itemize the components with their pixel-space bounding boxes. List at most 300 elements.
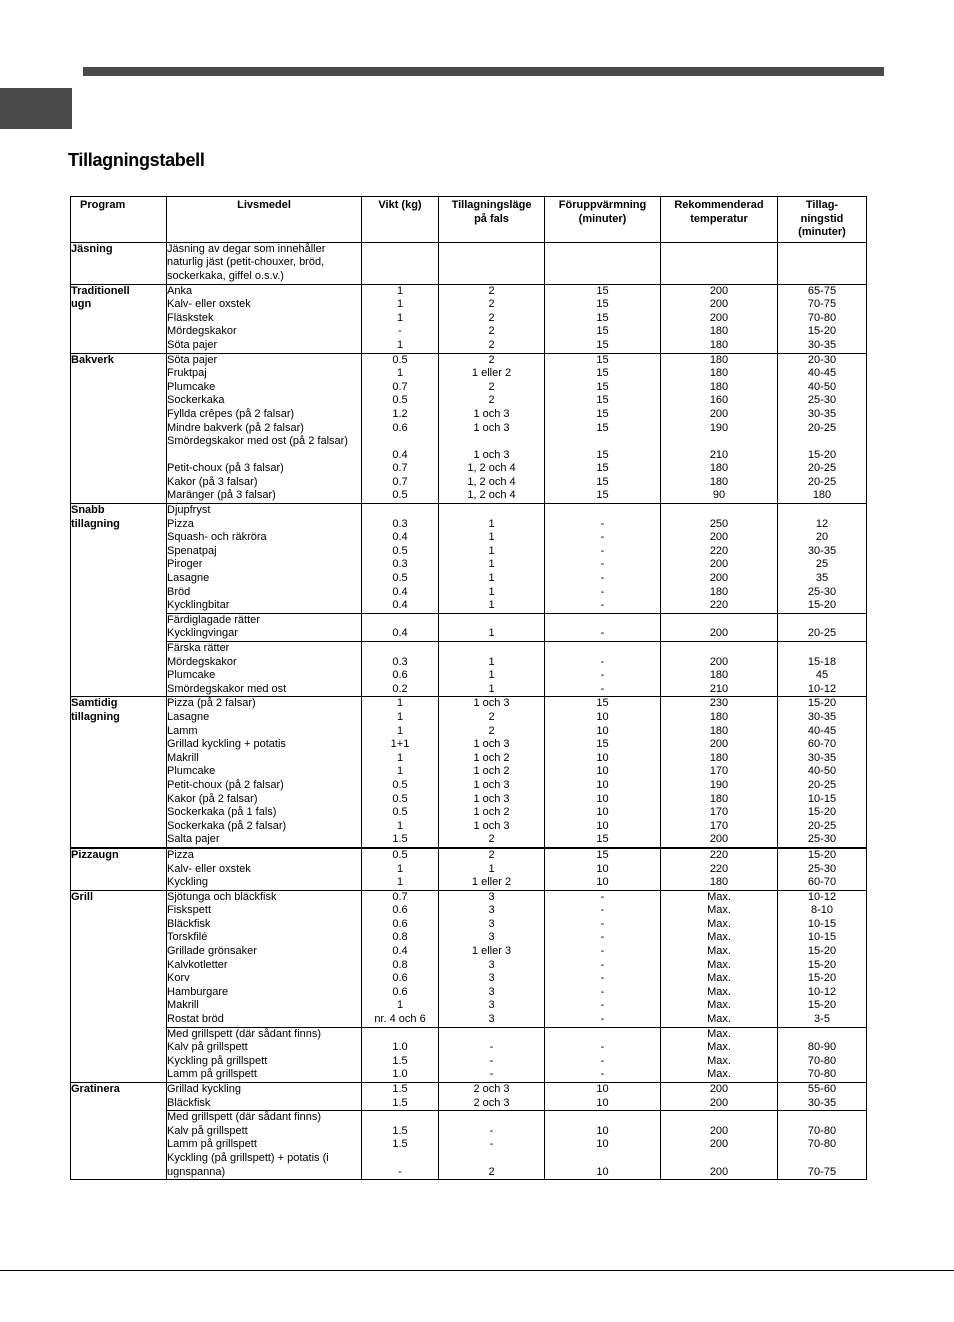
cell-text: - — [600, 627, 605, 640]
cell-text: Max. — [707, 958, 731, 971]
weight-cell — [362, 1083, 439, 1111]
cell-text: 65-75 — [807, 284, 837, 297]
preheat-cell — [545, 697, 661, 848]
cell-text: 0.5 — [392, 848, 408, 861]
cell-text: 55-60 — [807, 1083, 837, 1096]
cell-text: 170 — [709, 819, 729, 832]
cell-text: 3 — [488, 917, 495, 930]
preheat-cell — [545, 890, 661, 1027]
cell-text: 60-70 — [807, 876, 837, 889]
cell-text: 0.7 — [392, 475, 408, 488]
cell-text: Färdiglagade rätter — [167, 613, 260, 626]
cell-text: 40-45 — [807, 724, 837, 737]
cell-text — [778, 614, 866, 628]
cell-text: 1.5 — [392, 1138, 408, 1151]
cell-text: 15 — [596, 421, 609, 434]
cell-text: 0.5 — [392, 394, 408, 407]
cell-text: 20-25 — [807, 462, 837, 475]
cell-text: Squash- och räkröra — [167, 531, 267, 544]
shelf-cell — [439, 697, 545, 848]
program-gratinera: Gratinera — [71, 1083, 167, 1180]
cell-text: 200 — [709, 1124, 729, 1137]
cell-text: Kakor (på 2 falsar) — [167, 792, 258, 805]
cell-text: 0.6 — [392, 421, 408, 434]
cell-text: 2 — [488, 1165, 495, 1178]
time-cell — [778, 353, 867, 504]
cell-text: 180 — [709, 669, 729, 682]
temp-cell — [661, 284, 778, 353]
cell-text: Fyllda crêpes (på 2 falsar) — [167, 407, 295, 420]
cell-text: 15 — [596, 475, 609, 488]
cell-text: 1 — [488, 655, 495, 668]
cell-text: 2 — [488, 380, 495, 393]
cell-text: 200 — [709, 298, 729, 311]
cell-text: Kyckling på grillspett — [167, 1054, 268, 1067]
cell-text: Petit-choux (på 3 falsar) — [167, 462, 284, 475]
cell-text — [545, 642, 660, 656]
table-row — [71, 504, 867, 614]
shelf-cell — [439, 1111, 545, 1180]
cell-text: Pizza (på 2 falsar) — [167, 697, 256, 710]
cell-text: 1 — [396, 876, 404, 889]
cell-text: - — [600, 1054, 605, 1067]
cell-text: 40-50 — [807, 380, 837, 393]
cell-text — [778, 243, 866, 284]
food-cell — [167, 242, 362, 284]
cell-text: 0.4 — [392, 585, 408, 598]
cell-text: 15 — [596, 380, 609, 393]
cell-text: 0.5 — [392, 572, 408, 585]
shelf-cell — [439, 242, 545, 284]
cell-text: - — [600, 972, 605, 985]
cell-text: 0.5 — [392, 353, 408, 366]
shelf-cell — [439, 848, 545, 890]
cell-text: Petit-choux (på 2 falsar) — [167, 778, 284, 791]
cell-text: 3 — [488, 931, 495, 944]
cell-text — [545, 504, 660, 518]
food-cell — [167, 848, 362, 890]
cell-text: 15 — [596, 325, 609, 338]
cell-text: 180 — [709, 751, 729, 764]
shelf-cell — [439, 642, 545, 697]
cell-text: 20-30 — [807, 353, 837, 366]
cell-text: Makrill — [167, 999, 199, 1012]
cell-text: - — [600, 904, 605, 917]
cell-text: 1, 2 och 4 — [467, 475, 516, 488]
cell-text: 0.6 — [392, 669, 408, 682]
cell-text: 1 — [396, 697, 404, 710]
food-cell — [167, 284, 362, 353]
cell-text — [439, 1152, 544, 1166]
cell-text: 8-10 — [810, 904, 834, 917]
cell-text: - — [600, 682, 605, 695]
cell-text: 15-20 — [807, 806, 837, 819]
cell-text: 15 — [596, 284, 609, 297]
cell-text: 15-20 — [807, 945, 837, 958]
cell-text: Lasagne — [167, 710, 210, 723]
weight-cell — [362, 613, 439, 641]
cell-text — [778, 435, 866, 449]
shelf-cell — [439, 1083, 545, 1111]
cell-text: Kakor (på 3 falsar) — [167, 475, 258, 488]
cell-text: 1 — [488, 517, 495, 530]
cell-text: Max. — [707, 1013, 731, 1026]
cell-text: 25-30 — [807, 862, 837, 875]
cell-text: Med grillspett (där sådant finns) — [167, 1027, 322, 1040]
cell-text — [545, 243, 660, 284]
cell-text: Smördegskakor med ost — [167, 682, 287, 695]
cell-text: 180 — [709, 353, 729, 366]
cell-text: 200 — [709, 284, 729, 297]
cell-text: 0.2 — [392, 682, 408, 695]
cell-text: 200 — [709, 833, 729, 846]
cell-text: 15-20 — [807, 972, 837, 985]
cell-text: 0.4 — [392, 531, 408, 544]
cell-text: 0.4 — [392, 448, 408, 461]
cell-text: 45 — [815, 669, 829, 682]
cell-text: 2 — [488, 311, 495, 324]
time-cell — [778, 642, 867, 697]
cell-text: Kycklingbitar — [167, 599, 230, 612]
cell-text: 10 — [596, 1165, 609, 1178]
cell-text: 20-25 — [807, 627, 837, 640]
cell-text: 180 — [709, 710, 729, 723]
cell-text: 25-30 — [807, 833, 837, 846]
cell-text: 1 — [396, 338, 404, 351]
cell-text: 170 — [709, 806, 729, 819]
cell-text: 10 — [596, 1124, 609, 1137]
preheat-cell — [545, 848, 661, 890]
program-samtidig-tillagning: Samtidig tillagning — [71, 697, 167, 848]
cell-text: Plumcake — [167, 669, 216, 682]
cell-text: - — [600, 669, 605, 682]
cell-text: 30-35 — [807, 338, 837, 351]
cell-text: - — [600, 958, 605, 971]
cell-text: 200 — [709, 558, 729, 571]
cell-text: 200 — [709, 1096, 729, 1109]
preheat-cell — [545, 353, 661, 504]
food-cell — [167, 353, 362, 504]
cell-text: 35 — [815, 572, 829, 585]
program-grill: Grill — [71, 890, 167, 1082]
cell-text: 15-20 — [807, 999, 837, 1012]
cell-text: 190 — [709, 778, 729, 791]
food-cell — [167, 1111, 362, 1180]
cell-text: Lamm — [167, 724, 198, 737]
cell-text: 1.5 — [392, 1083, 408, 1096]
cell-text: 3 — [488, 972, 495, 985]
cell-text: 160 — [709, 394, 729, 407]
cell-text: 1.5 — [392, 1096, 408, 1109]
cell-text — [661, 1111, 777, 1125]
cell-text: Pizza — [167, 848, 194, 861]
cell-text: 70-75 — [807, 1165, 837, 1178]
cell-text: 10 — [596, 819, 609, 832]
cell-text: 90 — [712, 489, 726, 502]
cell-text: 15 — [596, 394, 609, 407]
header-food: Livsmedel — [167, 197, 362, 243]
cell-text: 15 — [596, 367, 609, 380]
cell-text: Max. — [707, 999, 731, 1012]
table-row — [71, 697, 867, 848]
temp-cell — [661, 890, 778, 1027]
cell-text: 15 — [596, 353, 609, 366]
cell-text: 0.4 — [392, 599, 408, 612]
cell-text: 40-45 — [807, 367, 837, 380]
header-shelf: Tillagningsläge på fals — [439, 197, 545, 243]
cell-text: 180 — [812, 489, 832, 502]
preheat-cell — [545, 1111, 661, 1180]
cell-text: 40-50 — [807, 765, 837, 778]
table-row — [71, 242, 867, 284]
cell-text: Max. — [707, 1068, 731, 1081]
cell-text — [545, 1152, 660, 1166]
cell-text — [661, 504, 777, 518]
weight-cell — [362, 890, 439, 1027]
cell-text: Max. — [707, 1041, 731, 1054]
weight-cell — [362, 242, 439, 284]
cell-text: 25-30 — [807, 394, 837, 407]
cell-text: 180 — [709, 367, 729, 380]
cell-text: 10-12 — [807, 890, 837, 903]
cell-text: 10-15 — [807, 917, 837, 930]
time-cell — [778, 242, 867, 284]
cell-text — [439, 435, 544, 449]
cell-text: 30-35 — [807, 1096, 837, 1109]
cell-text: - — [600, 531, 605, 544]
cell-text: 1 — [396, 862, 404, 875]
header-temp: Rekommenderad temperatur — [661, 197, 778, 243]
cell-text: 180 — [709, 475, 729, 488]
cell-text: 10 — [596, 876, 609, 889]
cell-text: 1 och 3 — [473, 448, 510, 461]
cell-text: Spenatpaj — [167, 544, 217, 557]
cell-text: Korv — [167, 972, 190, 985]
weight-cell — [362, 353, 439, 504]
cell-text: 2 — [488, 394, 495, 407]
cell-text: 0.3 — [392, 517, 408, 530]
preheat-cell — [545, 613, 661, 641]
cell-text: 70-80 — [807, 311, 837, 324]
weight-cell — [362, 1111, 439, 1180]
cell-text: 15 — [596, 697, 609, 710]
cell-text: 10 — [596, 1096, 609, 1109]
cell-text: Mördegskakor — [167, 325, 237, 338]
shelf-cell — [439, 353, 545, 504]
cell-text: 210 — [709, 448, 729, 461]
cell-text: 3 — [488, 958, 495, 971]
cell-text: Grillad kyckling — [167, 1083, 241, 1096]
program-pizzaugn: Pizzaugn — [71, 848, 167, 890]
cell-text: 70-80 — [807, 1138, 837, 1151]
cell-text: 1 eller 2 — [471, 367, 512, 380]
cell-text: 1 — [396, 298, 404, 311]
cell-text — [661, 1152, 777, 1166]
cell-text: - — [489, 1068, 494, 1081]
time-cell — [778, 284, 867, 353]
cell-text — [439, 1028, 544, 1042]
cell-text: 10-15 — [807, 792, 837, 805]
header-program: Program — [71, 197, 167, 243]
cell-text — [545, 435, 660, 449]
cell-text: - — [600, 517, 605, 530]
cell-text: 20-25 — [807, 778, 837, 791]
cell-text: Max. — [707, 985, 731, 998]
cell-text: 10 — [596, 710, 609, 723]
cell-text: Sockerkaka — [167, 394, 225, 407]
cell-text: Söta pajer — [167, 338, 218, 351]
cell-text: 1 — [396, 999, 404, 1012]
cell-text: Smördegskakor med ost (på 2 falsar) — [167, 435, 348, 448]
cell-text: Grillad kyckling + potatis — [167, 738, 286, 751]
table-row — [71, 1083, 867, 1111]
cell-text: Kalv- eller oxstek — [167, 862, 251, 875]
time-cell — [778, 613, 867, 641]
cell-text: Rostat bröd — [167, 1013, 224, 1026]
temp-cell — [661, 1083, 778, 1111]
cell-text: 3 — [488, 999, 495, 1012]
cell-text: 0.4 — [392, 945, 408, 958]
cell-text — [545, 614, 660, 628]
program-snabb-tillagning: Snabb tillagning — [71, 504, 167, 697]
cell-text: Plumcake — [167, 765, 216, 778]
program-jasning: Jäsning — [71, 242, 167, 284]
cell-text: 1, 2 och 4 — [467, 462, 516, 475]
cell-text: - — [600, 599, 605, 612]
cell-text — [362, 1152, 438, 1166]
cell-text: Max. — [707, 1027, 731, 1040]
cell-text: - — [600, 1013, 605, 1026]
table-row — [71, 1111, 867, 1180]
weight-cell — [362, 1027, 439, 1082]
cell-text: 1 eller 2 — [471, 876, 512, 889]
cell-text: 15 — [596, 407, 609, 420]
cell-text: 10 — [596, 765, 609, 778]
cell-text: 1 — [488, 572, 495, 585]
temp-cell — [661, 848, 778, 890]
cell-text: Kalvkotletter — [167, 958, 228, 971]
cell-text: 180 — [709, 380, 729, 393]
cell-text — [439, 614, 544, 628]
cell-text — [778, 1111, 866, 1125]
cell-text: 1 — [488, 682, 495, 695]
cell-text: 1 — [488, 531, 495, 544]
cell-text: 30-35 — [807, 751, 837, 764]
cell-text: 1 — [396, 710, 404, 723]
cell-text: 15 — [596, 833, 609, 846]
cell-text: Mindre bakverk (på 2 falsar) — [167, 421, 304, 434]
cell-text — [545, 1111, 660, 1125]
cell-text: 2 — [488, 724, 495, 737]
cell-text: 1 och 2 — [473, 751, 510, 764]
cell-text: 0.3 — [392, 655, 408, 668]
cell-text: 15 — [596, 738, 609, 751]
cell-text: 15-20 — [807, 958, 837, 971]
time-cell — [778, 890, 867, 1027]
temp-cell — [661, 697, 778, 848]
cell-text: Max. — [707, 1054, 731, 1067]
cell-text: 1 — [488, 627, 495, 640]
cell-text: Kycklingvingar — [167, 627, 238, 640]
cell-text — [362, 435, 438, 449]
cell-text — [439, 1111, 544, 1125]
cell-text: 180 — [709, 462, 729, 475]
cell-text: Fiskspett — [167, 904, 212, 917]
cell-text: 1 — [396, 724, 404, 737]
cell-text: Hamburgare — [167, 985, 229, 998]
cell-text: Söta pajer — [167, 353, 218, 366]
cell-text: 2 — [488, 353, 495, 366]
cell-text: Lamm på grillspett — [167, 1138, 257, 1151]
cell-text: 10 — [596, 1138, 609, 1151]
cell-text: Kalv- eller oxstek — [167, 298, 251, 311]
cell-text: Max. — [707, 972, 731, 985]
cell-text: 1 — [396, 751, 404, 764]
cell-text: 1.5 — [392, 1124, 408, 1137]
cell-text: 10-12 — [807, 682, 837, 695]
cell-text: 10 — [596, 751, 609, 764]
cell-text: 200 — [709, 1165, 729, 1178]
cell-text: 200 — [709, 1083, 729, 1096]
cell-text: 220 — [709, 544, 729, 557]
cell-text: 0.6 — [392, 917, 408, 930]
cell-text: 1 — [396, 765, 404, 778]
cell-text: 2 — [488, 325, 495, 338]
cell-text — [362, 642, 438, 656]
cell-text: Lamm på grillspett — [167, 1068, 257, 1081]
temp-cell — [661, 1027, 778, 1082]
cell-text: 20-25 — [807, 475, 837, 488]
cell-text: Djupfryst — [167, 504, 211, 517]
cell-text: 10 — [596, 806, 609, 819]
cell-text: 30-35 — [807, 544, 837, 557]
shelf-cell — [439, 890, 545, 1027]
cell-text — [778, 1152, 866, 1166]
cell-text — [661, 642, 777, 656]
cell-text: 3 — [488, 904, 495, 917]
cell-text: 10 — [596, 1083, 609, 1096]
cell-text: Max. — [707, 890, 731, 903]
cell-text: Maränger (på 3 falsar) — [167, 489, 276, 502]
cell-text: - — [600, 585, 605, 598]
cell-text: 20-25 — [807, 819, 837, 832]
cell-text: 0.5 — [392, 544, 408, 557]
header-preheat: Föruppvärmning (minuter) — [545, 197, 661, 243]
cell-text: - — [489, 1041, 494, 1054]
cell-text: 2 — [488, 284, 495, 297]
cell-text: 10 — [596, 792, 609, 805]
preheat-cell — [545, 1027, 661, 1082]
cell-text: 1.2 — [392, 407, 408, 420]
cell-text: 10-15 — [807, 931, 837, 944]
cell-text: 10 — [596, 778, 609, 791]
cell-text: 180 — [709, 338, 729, 351]
cell-text: Kyckling (på grillspett) + potatis (i ugnspanna) — [167, 1151, 329, 1178]
cell-text: 200 — [709, 627, 729, 640]
preheat-cell — [545, 1083, 661, 1111]
cell-text: 1 och 3 — [473, 792, 510, 805]
cell-text — [778, 642, 866, 656]
cell-text: 200 — [709, 1138, 729, 1151]
cell-text: 15 — [596, 489, 609, 502]
cell-text: 10 — [596, 724, 609, 737]
table-row — [71, 848, 867, 890]
cell-text: Salta pajer — [167, 833, 220, 846]
food-cell — [167, 613, 362, 641]
cell-text: 220 — [709, 848, 729, 861]
cell-text: Fläskstek — [167, 311, 214, 324]
cell-text: 0.3 — [392, 558, 408, 571]
